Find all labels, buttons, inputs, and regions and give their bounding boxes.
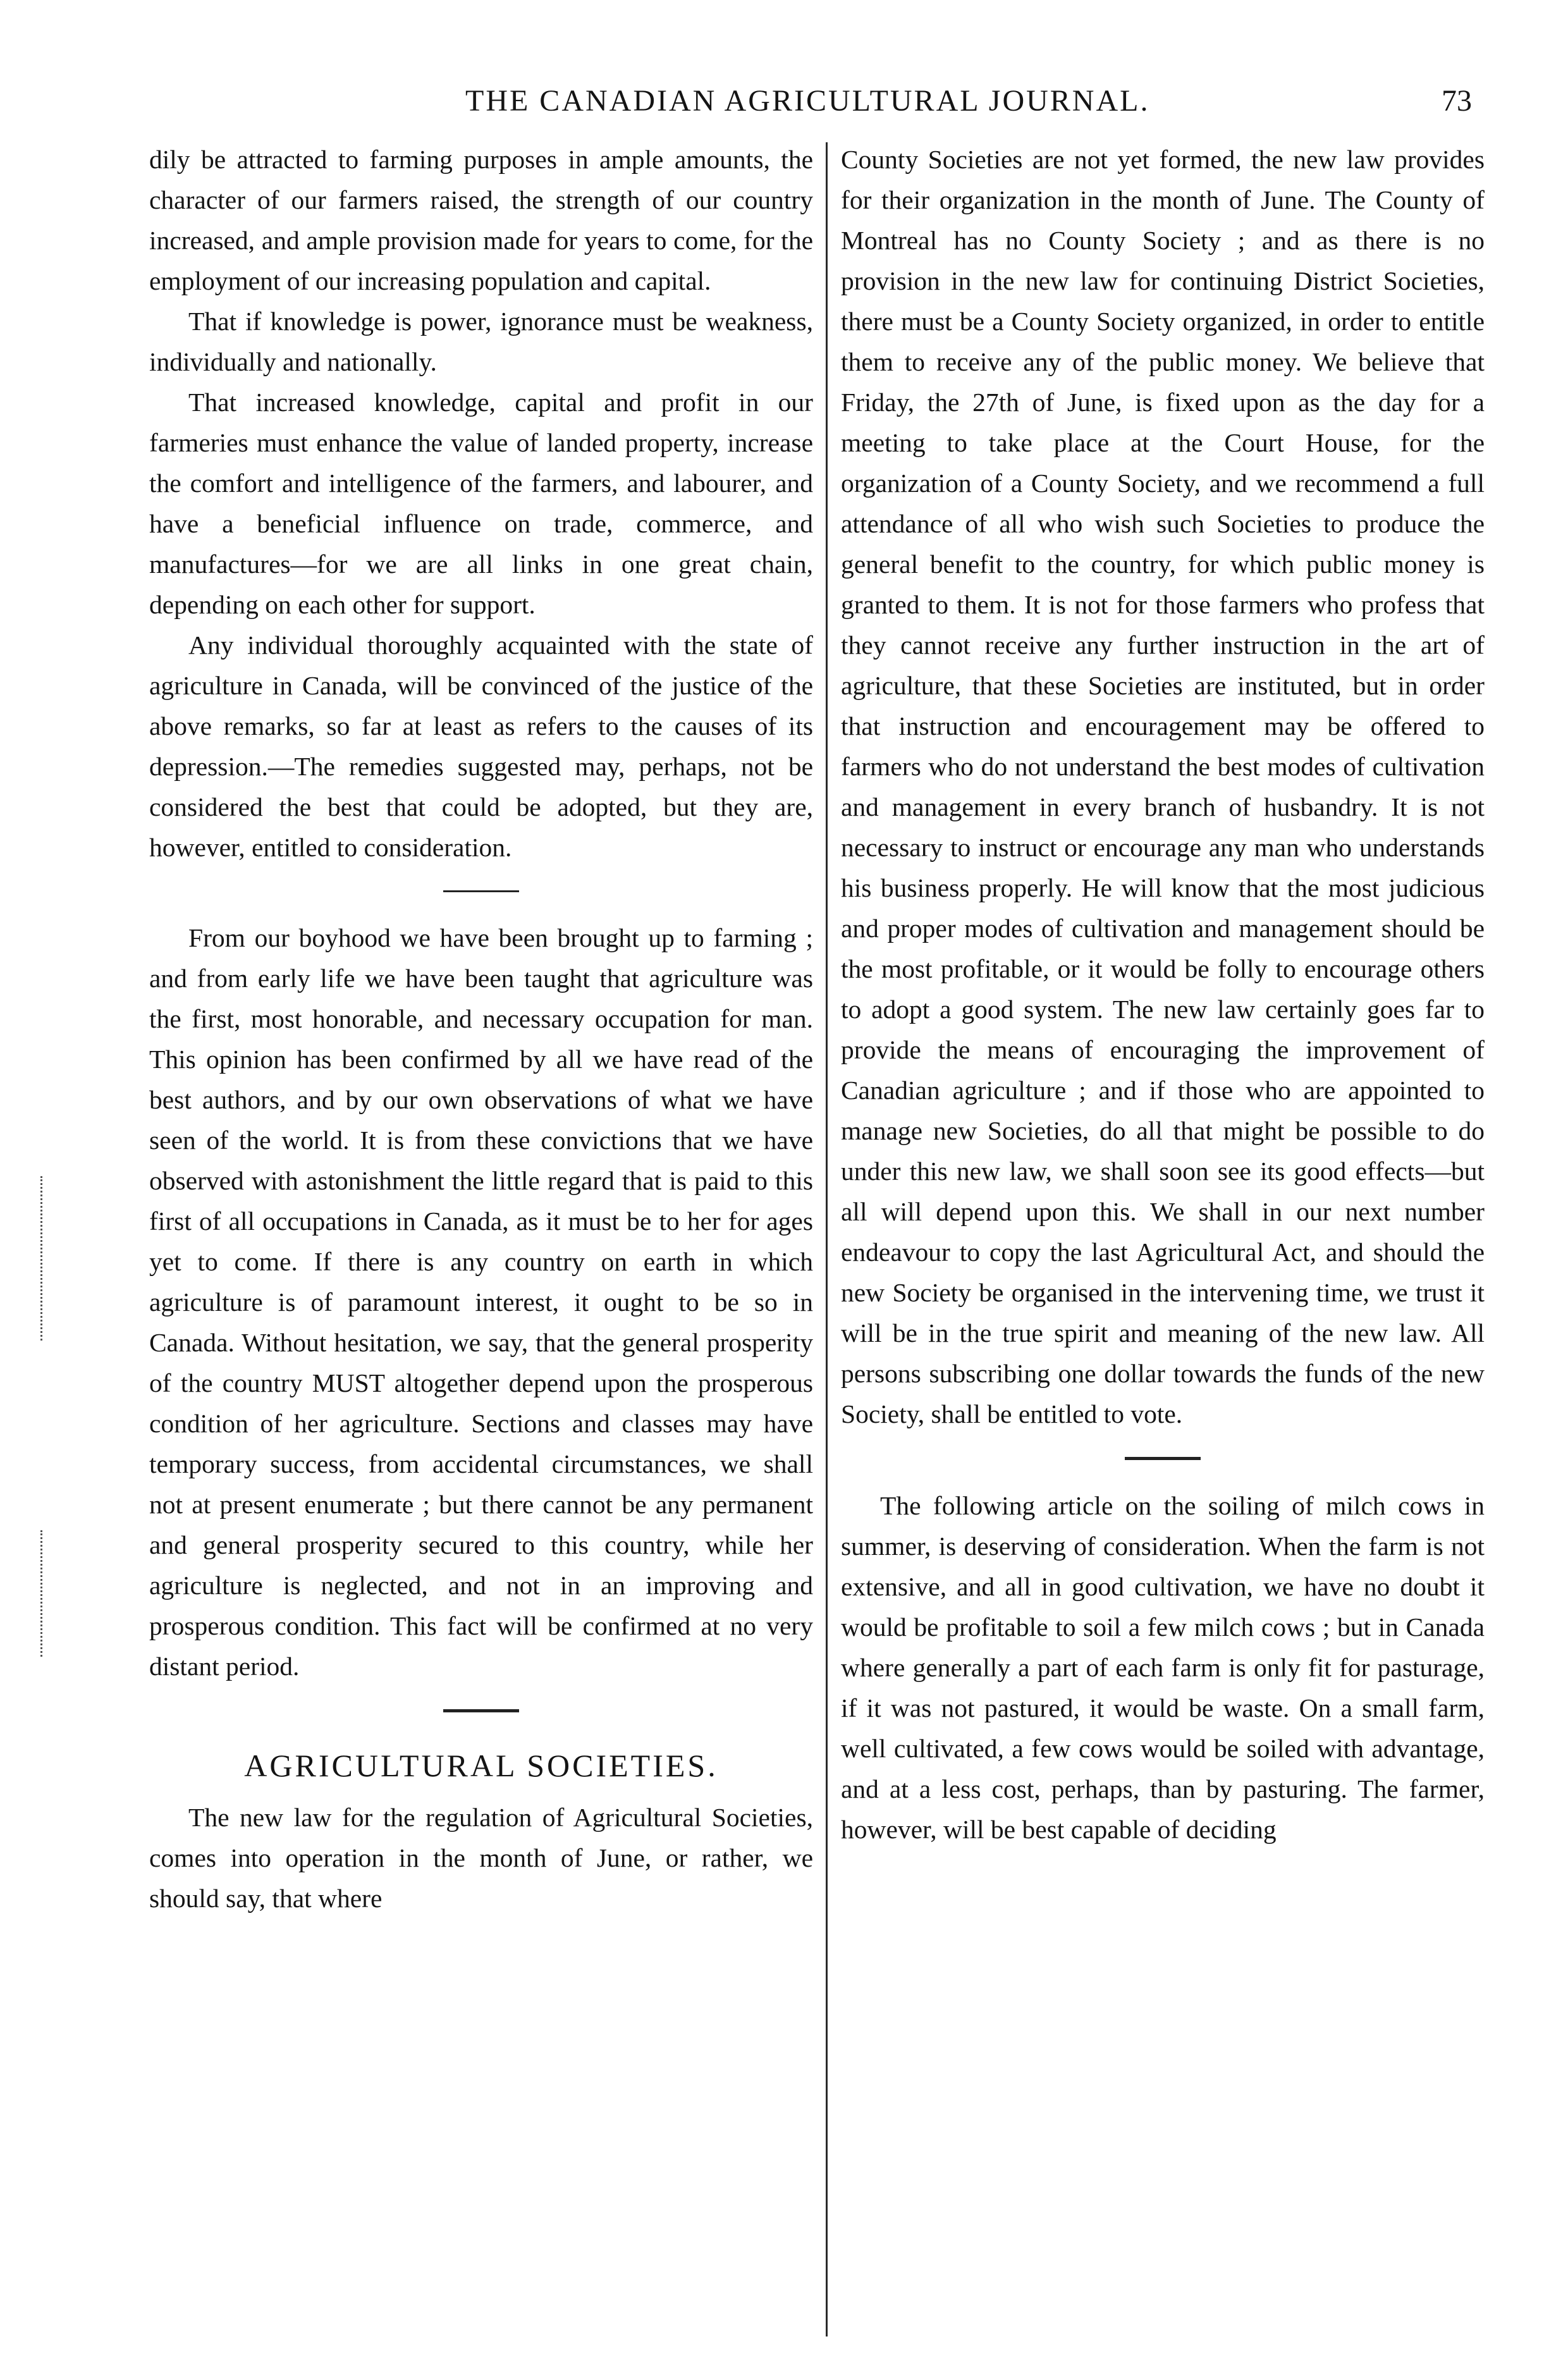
margin-mark (40, 1530, 42, 1657)
journal-title: THE CANADIAN AGRICULTURAL JOURNAL. (465, 84, 1150, 118)
margin-mark (40, 1176, 42, 1341)
left-column (149, 139, 813, 1919)
right-column (841, 139, 1485, 1850)
article-paragraph: Any individual thoroughly acquainted with the state of agriculture in Canada, will be convinced of the justice of the above remarks, so far at least as refers to the causes of its depression.—The remedies suggested may, perhaps, not be considered the best that could be adopted, but they are, however, entitled to consideration. (149, 630, 813, 862)
article-paragraph: The new law for the regulation of Agricultural Societies, comes into operation in the month of June, or rather, we should say, that where (149, 1803, 813, 1913)
article-paragraph: The following article on the soiling of milch cows in summer, is deserving of consideration. When the farm is not extensive, and all in good cultivation, we have no doubt it would be profitable to soil a few milch cows ; but in Canada where generally a part of each farm is only fit for pasturage, if it was not pastured, it would be waste. On a small farm, well cultivated, a few cows would be soiled with advantage, and at a less cost, perhaps, than by pasturing. The farmer, however, will be best capable of deciding (841, 1491, 1485, 1844)
article-paragraph: That increased knowledge, capital and profit in our farmeries must enhance the value of landed property, increase the comfort and intelligence of the farmers, and labourer, and have a beneficial influence on trade, commerce, and manufactures—for we are all links in one great chain, depending on each other for support. (149, 388, 813, 619)
page-number: 73 (1442, 84, 1472, 118)
section-heading: AGRICULTURAL SOCIETIES. (244, 1748, 718, 1783)
section-divider (1125, 1457, 1201, 1460)
section-divider (443, 890, 519, 892)
article-paragraph: From our boyhood we have been brought up to farming ; and from early life we have been taught that agriculture was the first, most honorable, and necessary occupation for man. This opinion has been confirmed by all we have read of the best authors, and by our own observations of what we have seen of the world. It is from these convictions that we have observed with astonishment the little regard that is paid to this first of all occupations in Canada, as it must be to her for ages yet to come. If there is any country on earth in which agriculture is of paramount interest, it ought to be so in Canada. Without hesitation, we say, that the general prosperity of the country MUST altogether depend upon the prosperous condition of her agriculture. Sections and classes may have temporary success, from accidental circumstances, we shall not at present enumerate ; but there cannot be any permanent and general prosperity secured to this country, while her agriculture is neglected, and not in an improving and prosperous condition. This fact will be confirmed at no very distant period. (149, 923, 813, 1681)
article-paragraph: dily be attracted to farming purposes in ample amounts, the character of our farmers raised, the strength of our country increased, and ample provision made for years to come, for the employment of our increasing population and capital. (149, 145, 813, 295)
article-paragraph: County Societies are not yet formed, the new law provides for their organization in the month of June. The County of Montreal has no County Society ; and as there is no provision in the new law for continuing District Societies, there must be a County Society organized, in order to entitle them to receive any of the public money. We believe that Friday, the 27th of June, is fixed upon as the day for a meeting to take place at the Court House, for the organization of a County Society, and we recommend a full attendance of all who wish such Societies to produce the general benefit to the country, for which public money is granted to them. It is not for those farmers who profess that they cannot receive any further instruction in the art of agriculture, that these Societies are instituted, but in order that instruction and encouragement may be offered to farmers who do not understand the best modes of cultivation and management in every branch of husbandry. It is not necessary to instruct or encourage any man who understands his business properly. He will know that the most judicious and proper modes of cultivation and management should be the most profitable, or it would be folly to encourage others to adopt a good system. The new law certainly goes far to provide the means of encouraging the improvement of Canadian agriculture ; and if those who are appointed to manage new Societies, do all that might be possible to do under this new law, we shall soon see its good effects—but all will depend upon this. We shall in our next number endeavour to copy the last Agricultural Act, and should the new Society be organised in the intervening time, we trust it will be in the true spirit and meaning of the new law. All persons subscribing one dollar towards the funds of the new Society, shall be entitled to vote. (841, 145, 1485, 1428)
running-head (149, 83, 1472, 124)
article-paragraph: That if knowledge is power, ignorance must be weakness, individually and nationally. (149, 307, 813, 376)
section-divider (443, 1709, 519, 1712)
column-divider (826, 142, 828, 2336)
